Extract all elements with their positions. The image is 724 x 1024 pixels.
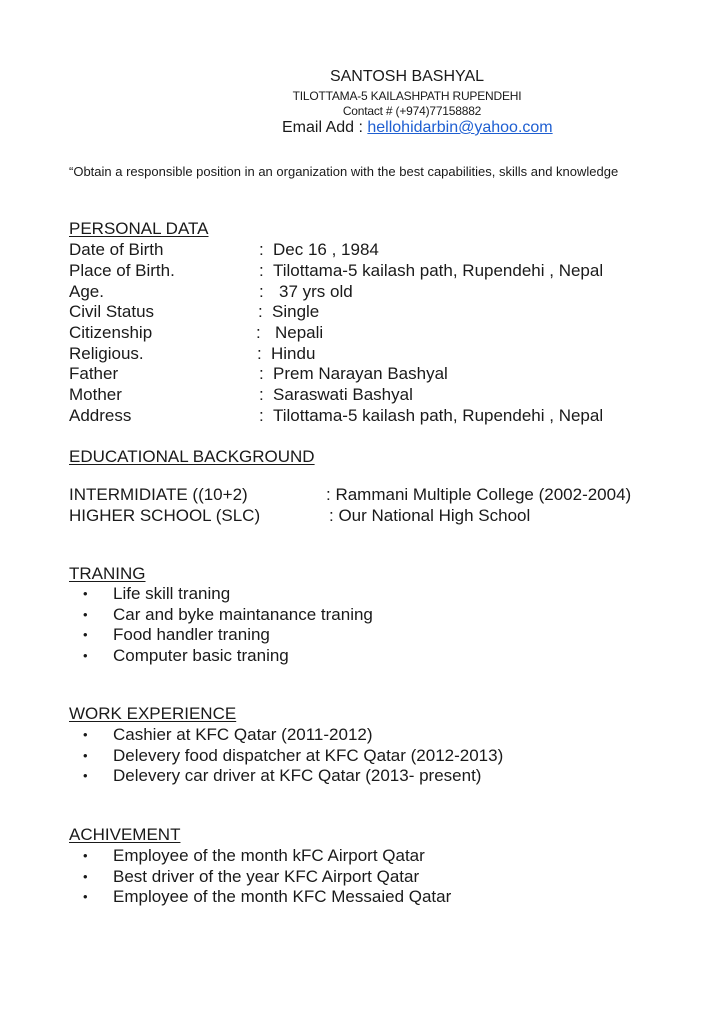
email-label: Email Add : bbox=[282, 119, 368, 136]
education-level: HIGHER SCHOOL (SLC) bbox=[69, 506, 261, 525]
personal-label: Religious. bbox=[69, 344, 144, 363]
bullet-icon: • bbox=[83, 727, 88, 742]
list-item bbox=[69, 625, 373, 646]
candidate-address: TILOTTAMA-5 KAILASHPATH RUPENDEHI bbox=[292, 89, 522, 103]
achievement-item: Employee of the month KFC Messaied Qatar bbox=[113, 887, 452, 907]
personal-colon: : bbox=[259, 406, 264, 425]
personal-label: Citizenship bbox=[69, 323, 153, 342]
training-item: Life skill traning bbox=[113, 584, 231, 603]
training-heading: TRANING bbox=[69, 564, 146, 583]
training-item: Car and byke maintanance traning bbox=[113, 604, 373, 624]
list-item bbox=[69, 584, 373, 605]
training-item: Food handler traning bbox=[113, 625, 270, 645]
personal-colon: : bbox=[257, 344, 262, 363]
personal-value: 37 yrs old bbox=[279, 282, 353, 301]
work-item: Cashier at KFC Qatar (2011-2012) bbox=[113, 725, 373, 744]
email-line bbox=[282, 119, 553, 137]
personal-value: Saraswati Bashyal bbox=[273, 385, 413, 404]
work-item: Delevery food dispatcher at KFC Qatar (2012-2013) bbox=[113, 745, 504, 765]
list-item bbox=[69, 646, 373, 667]
personal-value: Prem Narayan Bashyal bbox=[273, 364, 448, 383]
personal-value: Nepali bbox=[275, 323, 324, 342]
list-item bbox=[69, 887, 451, 908]
personal-value: Tilottama-5 kailash path, Rupendehi , Nepal bbox=[273, 406, 604, 425]
bullet-icon: • bbox=[83, 889, 88, 905]
candidate-name: SANTOSH BASHYAL bbox=[329, 68, 485, 85]
achievement-item: Employee of the month kFC Airport Qatar bbox=[113, 846, 425, 865]
achievement-heading: ACHIVEMENT bbox=[69, 825, 181, 844]
education-level: INTERMIDIATE ((10+2) bbox=[69, 485, 248, 504]
personal-label: Mother bbox=[69, 385, 122, 404]
personal-data-heading: PERSONAL DATA bbox=[69, 219, 209, 238]
personal-label: Place of Birth. bbox=[69, 261, 175, 280]
list-item bbox=[69, 746, 503, 767]
personal-label: Father bbox=[69, 364, 119, 383]
personal-value: Single bbox=[272, 302, 320, 321]
education-school: : Our National High School bbox=[329, 506, 531, 525]
candidate-contact: Contact # (+974)77158882 bbox=[342, 104, 482, 118]
education-heading: EDUCATIONAL BACKGROUND bbox=[69, 447, 315, 466]
bullet-icon: • bbox=[83, 648, 88, 664]
bullet-icon: • bbox=[83, 606, 88, 622]
personal-label: Date of Birth bbox=[69, 240, 164, 259]
bullet-icon: • bbox=[83, 768, 88, 784]
personal-colon: : bbox=[259, 240, 264, 259]
personal-label: Civil Status bbox=[69, 302, 155, 321]
personal-value: Hindu bbox=[271, 344, 316, 363]
training-list bbox=[69, 584, 373, 667]
bullet-icon: • bbox=[83, 868, 88, 884]
personal-colon: : bbox=[258, 302, 263, 321]
training-item: Computer basic traning bbox=[113, 646, 289, 666]
objective-text: “Obtain a responsible position in an organization with the best capabilities, skills and knowledge bbox=[69, 164, 619, 179]
personal-value: Dec 16 , 1984 bbox=[273, 240, 379, 259]
personal-label: Address bbox=[69, 406, 132, 425]
personal-colon: : bbox=[259, 364, 264, 383]
bullet-icon: • bbox=[83, 747, 88, 763]
achievement-list bbox=[69, 846, 451, 908]
personal-colon: : bbox=[259, 385, 264, 404]
education-school: : Rammani Multiple College (2002-2004) bbox=[326, 485, 632, 504]
work-experience-heading: WORK EXPERIENCE bbox=[69, 704, 237, 723]
list-item bbox=[69, 766, 503, 787]
achievement-item: Best driver of the year KFC Airport Qatar bbox=[113, 866, 420, 886]
work-item: Delevery car driver at KFC Qatar (2013- present) bbox=[113, 766, 482, 786]
personal-colon: : bbox=[256, 323, 261, 342]
list-item bbox=[69, 867, 451, 888]
personal-colon: : bbox=[259, 282, 264, 301]
list-item bbox=[69, 846, 451, 867]
bullet-icon: • bbox=[83, 586, 88, 601]
bullet-icon: • bbox=[83, 627, 88, 643]
personal-colon: : bbox=[259, 261, 264, 280]
personal-value: Tilottama-5 kailash path, Rupendehi , Nepal bbox=[273, 261, 604, 280]
work-experience-list bbox=[69, 725, 503, 787]
list-item bbox=[69, 605, 373, 626]
list-item bbox=[69, 725, 503, 746]
personal-label: Age. bbox=[69, 282, 104, 301]
email-link[interactable]: hellohidarbin@yahoo.com bbox=[367, 119, 553, 136]
bullet-icon: • bbox=[83, 848, 88, 863]
